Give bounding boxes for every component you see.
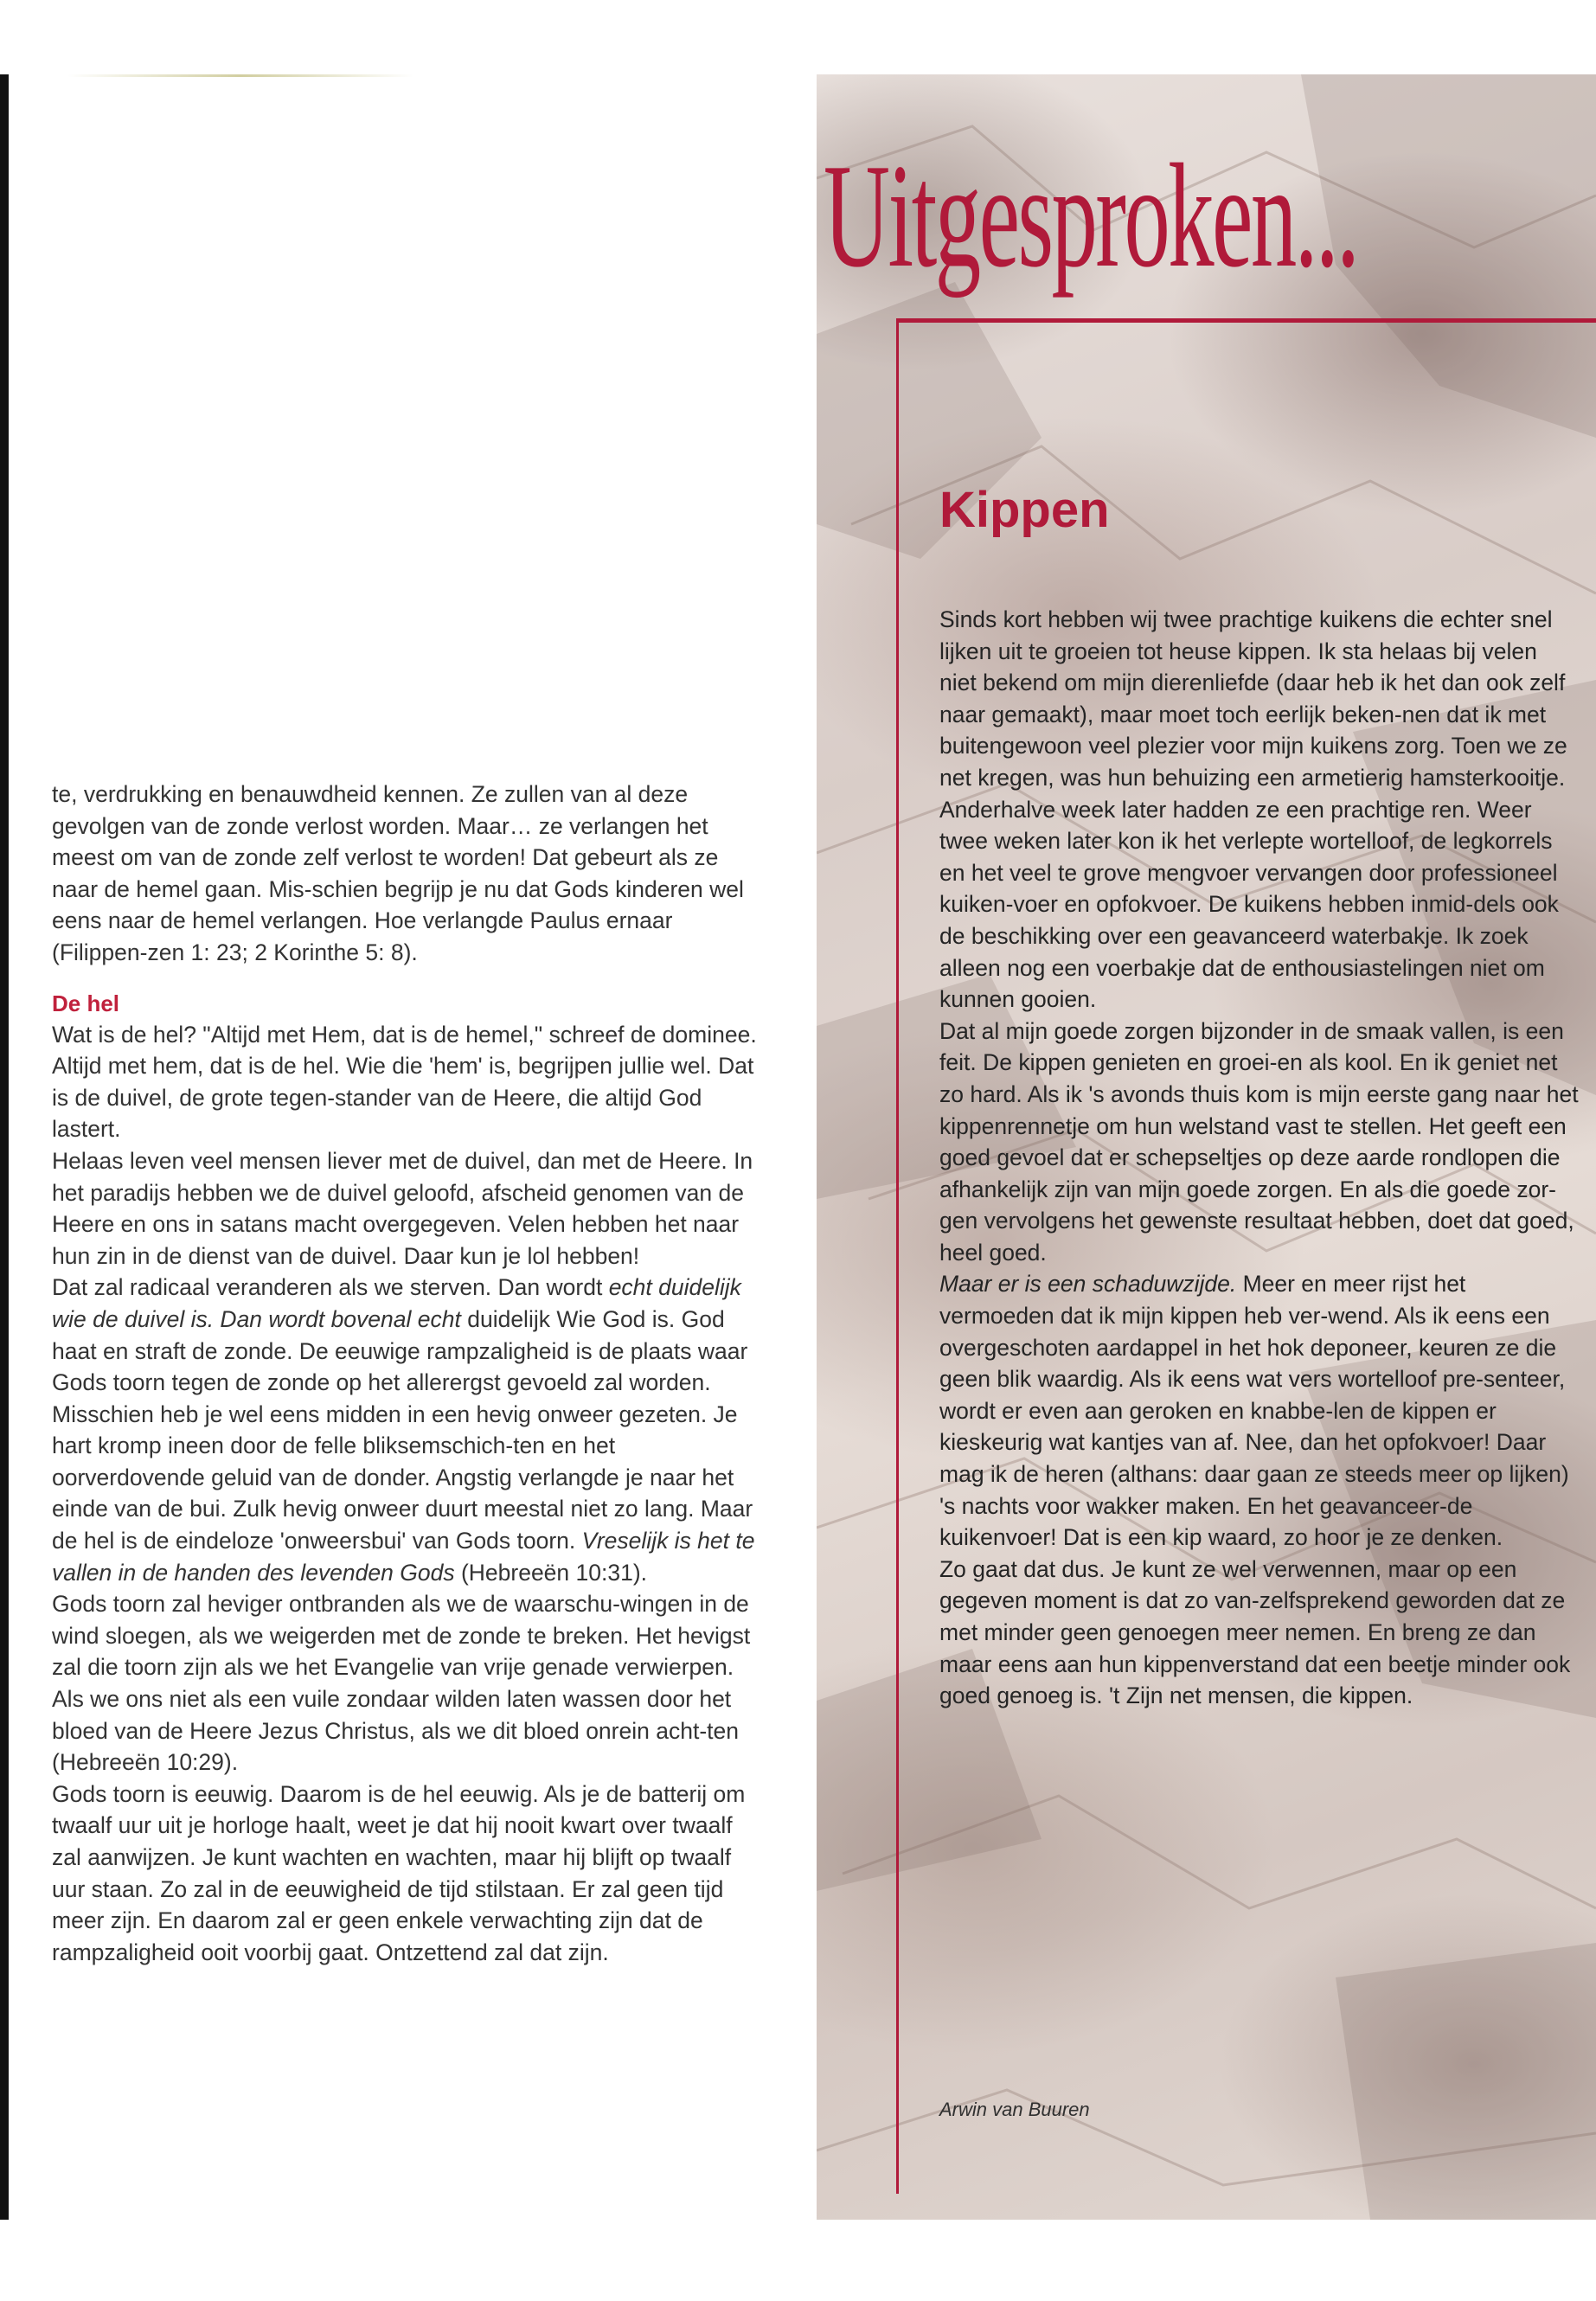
headline-rule (896, 318, 1596, 323)
italic-text: echt duidelijk wie de duivel is. Dan wordt bovenal echt (52, 1274, 741, 1332)
italic-text: Maar er is een schaduwzijde. (939, 1271, 1237, 1298)
paragraph: Dat al mijn goede zorgen bijzonder in de smaak vallen, is een feit. De kippen genieten en groei-en als kool. En ik geniet net zo hard. Als ik 's avonds thuis kom is mijn eerste gang naar het kippenrennetje om hun welstand vast te stellen. Het geeft een goed gevoel dat er schepseltjes op deze aarde rondlopen die afhankelijk zijn van mijn goede zorgen. En als die goede zor-gen vervolgens het gewenste resultaat hebben, doet dat goed, heel goed. (939, 1017, 1579, 1266)
text-run: Meer en meer rijst het vermoeden dat ik mijn kippen heb ver-wend. Als ik eens een overgeschoten aardappel in het hok deponeer, keuren ze die geen blik waardig. Als ik eens wat vers wortelloof pre-senteer, wordt er even aan geroken en knabbe-len de kippen er kieskeurig wat kantjes van af. Nee, dan het opfokvoer! Daar mag ik de heren (althans: daar gaan ze steeds meer op lijken) 's nachts voor wakker maken. En het geavanceer-de kuikenvoer! Dat is een kip waard, zo hoor je ze denken. (939, 1271, 1569, 1551)
left-column (52, 779, 761, 1968)
intro-paragraph: te, verdrukking en benauwdheid kennen. Ze zullen van al deze gevolgen van de zonde verlost worden. Maar… ze verlangen het meest om van de zonde zelf verlost te worden! Dat gebeurt als ze naar de hemel gaan. Mis-schien begrijp je nu dat Gods kinderen wel eens naar de hemel verlangen. Hoe verlangde Paulus ernaar (Filippen-zen 1: 23; 2 Korinthe 5: 8). (52, 781, 744, 965)
article-title: Kippen (939, 482, 1110, 538)
text-run: Dat zal radicaal veranderen als we sterven. Dan wordt (52, 1274, 609, 1301)
paragraph: Gods toorn zal heviger ontbranden als we de waarschu-wingen in de wind sloegen, als we weigerden met de zonde te breken. Het hevigst zal die toorn zijn als we het Evangelie van vrije genade verwierpen. Als we ons niet als een vuile zondaar wilden laten wassen door het bloed van de Heere Jezus Christus, als we dit bloed onrein acht-ten (Hebreeën 10:29). (52, 1591, 751, 1776)
paragraph: Helaas leven veel mensen liever met de duivel, dan met de Heere. In het paradijs hebben we de duivel geloofd, afscheid genomen van de Heere en ons in satans macht overgegeven. Velen hebben het naar hun zin in de dienst van de duivel. Daar kun je lol hebben! (52, 1147, 753, 1269)
headline: Uitgesproken... (824, 134, 1358, 298)
article-body (939, 604, 1580, 1712)
author-byline: Arwin van Buuren (939, 2099, 1090, 2120)
paragraph (939, 1268, 1580, 1553)
text-run: duidelijk Wie God is. God haat en straft de zonde. De eeuwige rampzaligheid is de plaats waar Gods toorn tegen de zonde op het allerergst gevoeld zal worden. Misschien heb je wel eens midden in een hevig onweer gezeten. Je hart kromp ineen door de felle bliksemschich-ten en het oorverdovende geluid van de donder. Angstig verlangde je naar het einde van de bui. Zulk hevig onweer duurt meestal niet zo lang. Maar de hel is de eindeloze 'onweersbui' van Gods toorn. (52, 1305, 753, 1554)
paragraph: Zo gaat dat dus. Je kunt ze wel verwennen, maar op een gegeven moment is dat zo van-zelfsprekend geworden dat ze met minder geen genoegen meer nemen. En breng ze dan maar eens aan hun kippenverstand dat een beetje minder ook goed genoeg is. 't Zijn net mensen, die kippen. (939, 1555, 1571, 1709)
section-heading-de-hel: De hel (52, 990, 120, 1016)
text-run: (Hebreeën 10:31). (454, 1559, 648, 1586)
italic-quote: Vreselijk is het te vallen in de handen des levenden Gods (52, 1528, 755, 1586)
paragraph: Gods toorn is eeuwig. Daarom is de hel eeuwig. Als je de batterij om twaalf uur uit je horloge haalt, weet je dat hij nooit kwart over twaalf zal aanwijzen. Je kunt wachten en wachten, maar hij blijft op twaalf uur staan. Zo zal in de eeuwigheid de tijd stilstaan. Er zal geen tijd meer zijn. En daarom zal er geen enkele verwachting zijn dat de rampzaligheid ooit voorbij gaat. Ontzettend zal dat zijn. (52, 1780, 746, 1965)
column-panel (817, 74, 1596, 2220)
paragraph: Wat is de hel? "Altijd met Hem, dat is de hemel," schreef de dominee. Altijd met hem, dat is de hel. Wie die 'hem' is, begrijpen jullie wel. Dat is de duivel, de grote tegen-stander van de Heere, die altijd God lastert. (52, 1021, 757, 1143)
paragraph: Sinds kort hebben wij twee prachtige kuikens die echter snel lijken uit te groeien tot heuse kippen. Ik sta helaas bij velen niet bekend om mijn dierenliefde (daar heb ik het dan ook zelf naar gemaakt), maar moet toch eerlijk beken-nen dat ik met buitengewoon veel plezier voor mijn kuikens zorg. Toen we ze net kregen, was hun behuizing een armetierig hamsterkooitje. Anderhalve week later hadden ze een prachtige ren. Weer twee weken later kon ik het verlepte wortelloof, de legkorrels en het veel te grove mengvoer vervangen door professioneel kuiken-voer en opfokvoer. De kuikens hebben inmid-dels ook de beschikking over een geavanceerd waterbakje. Ik zoek alleen nog een voerbakje dat de enthousiastelingen niet om kunnen gooien. (939, 606, 1567, 1013)
scan-edge (0, 74, 9, 2220)
vertical-rule (896, 318, 899, 2194)
paragraph (52, 1272, 761, 1588)
top-rule (67, 74, 413, 77)
